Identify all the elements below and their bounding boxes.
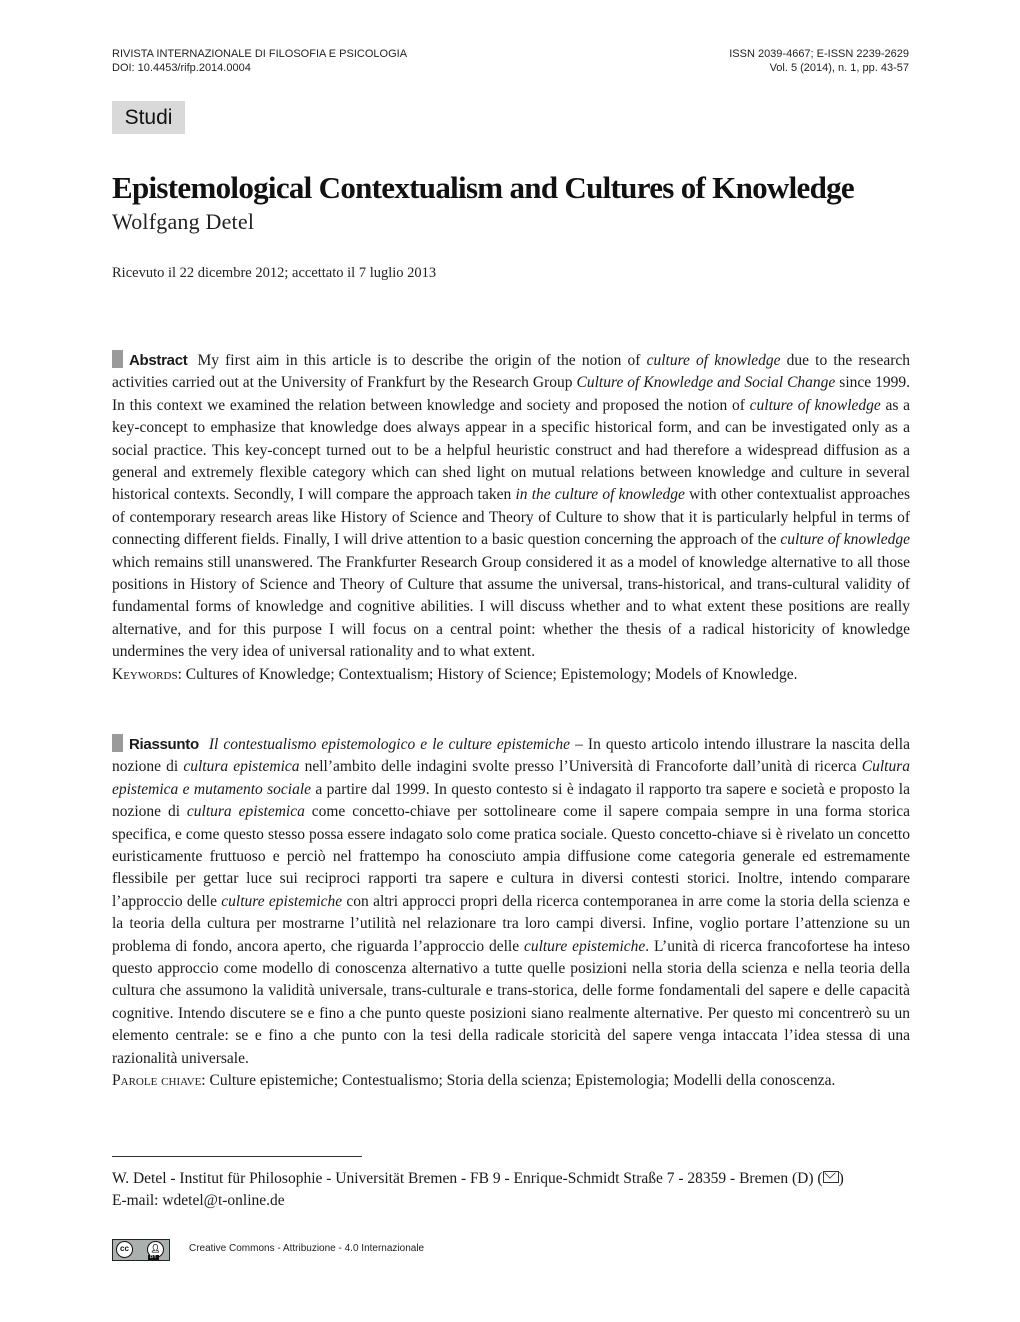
cc-by-badge[interactable] (112, 1239, 170, 1261)
keywords-label: Keywords (112, 665, 178, 683)
abstract-heading: Abstract (129, 352, 188, 369)
abstract-marker (112, 350, 123, 368)
parole-chiave-label: Parole chiave (112, 1072, 202, 1090)
received-date: Ricevuto il 22 dicembre 2012; accettato il 7 luglio 2013 (112, 265, 437, 281)
author-affiliation: W. Detel - Institut für Philosophie - Universität Bremen - FB 9 - Enrique-Schmidt Straße 7 - 28359 - Bremen (D) ( ) E-mail: wdetel@t-online.de (112, 1168, 844, 1212)
article-title: Epistemological Contextualism and Cultures of Knowledge (112, 170, 854, 205)
by-label: BY (150, 1254, 157, 1260)
creative-commons-icon: cc (116, 1241, 133, 1258)
section-label: Studi (112, 101, 185, 134)
license-text: Creative Commons - Attribuzione - 4.0 Internazionale (189, 1243, 425, 1254)
footnote-divider (112, 1156, 362, 1157)
riassunto-heading: Riassunto (129, 736, 199, 753)
author-email[interactable]: E-mail: wdetel@t-online.de (112, 1192, 285, 1209)
riassunto-marker (112, 734, 123, 752)
abstract (112, 350, 910, 686)
doi[interactable]: DOI: 10.4453/rifp.2014.0004 (112, 62, 251, 74)
author-name: Wolfgang Detel (112, 209, 255, 234)
issn: ISSN 2039-4667; E-ISSN 2239-2629 (729, 48, 909, 60)
abstract-keywords: Keywords: Cultures of Knowledge; Contextualism; History of Science; Epistemology; Models of Knowledge. (112, 665, 798, 683)
volume-info: Vol. 5 (2014), n. 1, pp. 43-57 (769, 62, 909, 74)
running-header (112, 47, 909, 75)
riassunto-paragraph: Riassunto Il contestualismo epistemologico e le culture epistemiche – In questo articolo intendo illustrare la nascita della nozione di cultura epistemica nell’ambito delle indagini svolte presso l’Università di Francoforte dall’unità di ricerca Cultura epistemica e mutamento sociale a partire dal 1999. In questo contesto si è indagato il rapporto tra sapere e società e proposto la nozione di cultura epistemica come concetto-chiave per sottolineare come il sapere compaia sempre in una forma storica specifica, e come questo stesso possa essere indagato solo come pratica sociale. Questo concetto-chiave si è rivelato un concetto euristicamente fruttuoso e perciò nel frattempo ha conosciuto ampia diffusione come categoria generale ed estremamente flessibile per gettar luce sui reciproci rapporti tra sapere e cultura in diversi contesti storici. Inoltre, intendo comparare l’approccio delle culture epistemiche con altri approcci propri della ricerca contemporanea in arre come la storia della scienza e la teoria della cultura per mostrarne l’utilità nel relazionare tra loro campi diversi. Infine, voglio portare l’attenzione su un problema di fondo, ancora aperto, che riguarda l’approccio delle culture epistemiche. L’unità di ricerca francofortese ha inteso questo approccio come modello di conoscenza alternativo a tutte quelle posizioni nella storia della scienza e nella teoria della cultura che assumono la validità universale, trans-culturale e trans-storica, delle forme fondamentali del sapere e delle capacità cognitive. Intendo discutere se e fino a che punto queste posizioni siano realmente alternative. Per questo mi concentrerò su un elemento centrale: se e fino a che punto con la tesi della radicale storicità del sapere venga intaccata l’idea stessa di una razionalità universale. (112, 736, 911, 1067)
riassunto-keywords: Parole chiave: Culture epistemiche; Contestualismo; Storia della scienza; Epistemologia; Modelli della conoscenza. (112, 1072, 836, 1090)
journal-name: RIVISTA INTERNAZIONALE DI FILOSOFIA E PSICOLOGIA (112, 48, 408, 60)
attribution-icon: 👤︎ (147, 1241, 164, 1258)
riassunto (112, 734, 910, 1093)
abstract-paragraph: Abstract My first aim in this article is to describe the origin of the notion of culture of knowledge due to the research activities carried out at the University of Frankfurt by the Research Group Culture of Knowledge and Social Change since 1999. In this context we examined the relation between knowledge and society and proposed the notion of culture of knowledge as a key-concept to emphasize that knowledge does always appear in a specific historical form, and can be investigated only as a social practice. This key-concept turned out to be a helpful heuristic construct and had therefore a widespread diffusion as a general and extremely flexible category which can shed light on mutual relations between knowledge and culture in several historical contexts. Secondly, I will compare the approach taken in the culture of knowledge with other contextualist approaches of contemporary research areas like History of Science and Theory of Culture to show that it is particularly helpful in terms of connecting different fields. Finally, I will drive attention to a basic question concerning the approach of the culture of knowledge which remains still unanswered. The Frankfurter Research Group considered it as a model of knowledge alternative to all those positions in History of Science and Theory of Culture that assume the universal, trans-historical, and trans-cultural validity of fundamental forms of knowledge and cognitive abilities. I will discuss whether and to what extent these positions are really alternative, and for this purpose I will focus on a central point: whether the thesis of a radical historicity of knowledge undermines the very idea of universal rationality and to what extent. (112, 352, 911, 661)
mail-icon[interactable] (823, 1171, 839, 1183)
